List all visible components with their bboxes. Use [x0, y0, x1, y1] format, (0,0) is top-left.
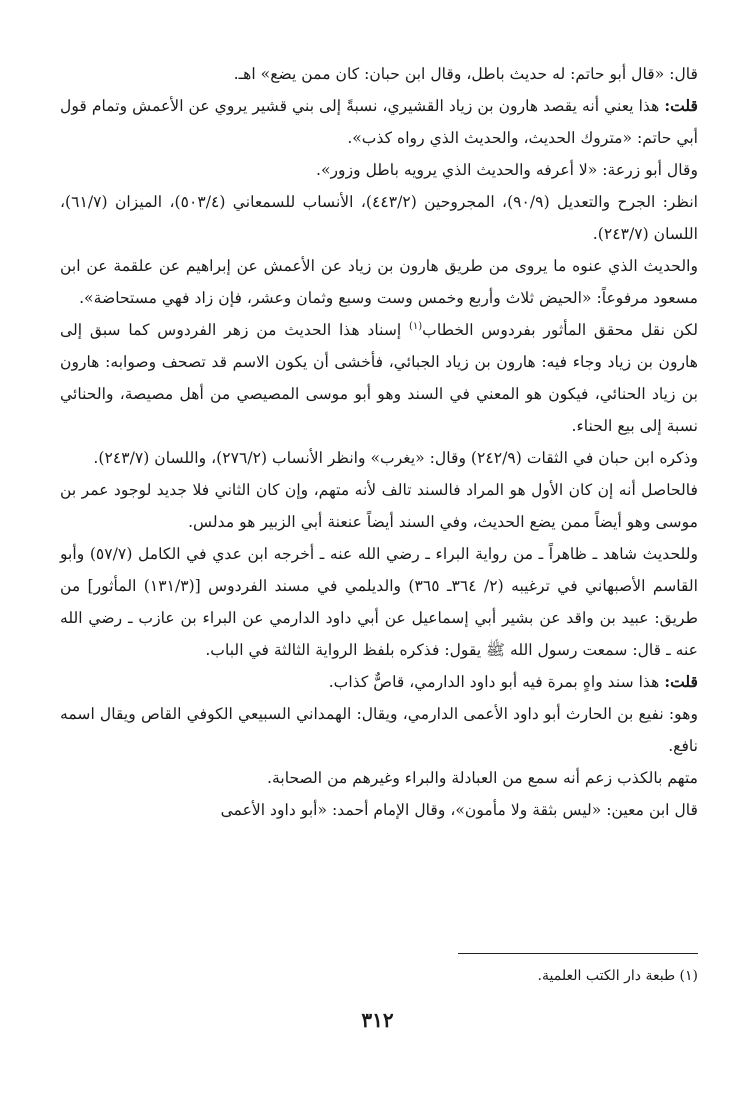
footnote: (١) طبعة دار الكتب العلمية.: [537, 968, 698, 984]
paragraph: وذكره ابن حبان في الثقات (٢٤٢/٩) وقال: «يغرب» وانظر الأنساب (٢٧٦/٢)، واللسان (٢٤٣/٧).: [93, 449, 698, 467]
paragraph: متهم بالكذب زعم أنه سمع من العبادلة والبراء وغيرهم من الصحابة.: [267, 769, 698, 787]
lead-word: قلت:: [664, 672, 698, 691]
footnote-divider: [458, 953, 698, 954]
paragraph: قال: «قال أبو حاتم: له حديث باطل، وقال ابن حبان: كان ممن يضع» اهـ.: [233, 65, 698, 83]
paragraph: وهو: نفيع بن الحارث أبو داود الأعمى الدارمي، ويقال: الهمداني السبيعي الكوفي القاص ويقال اسمه نافع.: [60, 705, 698, 755]
paragraph: انظر: الجرح والتعديل (٩٠/٩)، المجروحين (٤٤٣/٢)، الأنساب للسمعاني (٥٠٣/٤)، الميزان (٦١/٧)، اللسان (٢٤٣/٧).: [60, 193, 699, 243]
paragraph: وللحديث شاهد ـ ظاهراً ـ من رواية البراء ـ رضي الله عنه ـ أخرجه ابن عدي في الكامل (٥٧/٧) وأبو القاسم الأصبهاني في ترغيبه (٢/ ٣٦٤ـ ٣٦٥) والديلمي في مسند الفردوس [(١٣١/٣) المأثور] من طريق: عبيد بن واقد عن بشير أبي إسماعيل عن أبي داود الدارمي عن البراء بن عازب ـ رضي الله عنه ـ قال: سمعت رسول الله ﷺ يقول: فذكره بلفظ الرواية الثالثة في الباب.: [60, 545, 699, 659]
paragraph: قلت: هذا يعني أنه يقصد هارون بن زياد القشيري، نسبةً إلى بني قشير يروي عن الأعمش وتمام قول أبي حاتم: «متروك الحديث، والحديث الذي رواه كذب».: [60, 96, 698, 147]
page-number: ٣١٢: [361, 1008, 394, 1032]
paragraph: قلت: هذا سند واهٍ بمرة فيه أبو داود الدارمي، قاصٌّ كذاب.: [328, 672, 698, 691]
paragraph: وقال أبو زرعة: «لا أعرفه والحديث الذي يرويه باطل وزور».: [316, 161, 698, 179]
paragraph: لكن نقل محقق المأثور بفردوس الخطاب$^{(١)}$ إسناد هذا الحديث من زهر الفردوس كما سبق إلى هارون بن زياد وجاء فيه: هارون بن زياد الجبائي، فأخشى أن يكون الاسم قد تصحف وصوابه: هارون بن زياد الحنائي، فيكون هو المعني في السند وهو أبو موسى المصيصي من أهل مصيصة، والحنائي نسبة إلى بيع الحناء.: [60, 320, 698, 435]
paragraph: قال ابن معين: «ليس بثقة ولا مأمون»، وقال الإمام أحمد: «أبو داود الأعمى: [220, 801, 698, 819]
paragraph: والحديث الذي عنوه ما يروى من طريق هارون بن زياد عن الأعمش عن إبراهيم عن علقمة عن ابن مسعود مرفوعاً: «الحيض ثلاث وأربع وخمس وست وسبع وثمان وعشر، فإن زاد فهي مستحاضة».: [60, 257, 698, 307]
main-text: [60, 58, 698, 826]
paragraph: فالحاصل أنه إن كان الأول هو المراد فالسند تالف لأنه متهم، وإن كان الثاني فلا جديد لوجود عمر بن موسى وهو أيضاً ممن يضع الحديث، وفي السند أيضاً عنعنة أبي الزبير هو مدلس.: [60, 481, 698, 531]
lead-word: قلت:: [664, 96, 698, 115]
footnote-marker[interactable]: (١): [408, 320, 423, 332]
